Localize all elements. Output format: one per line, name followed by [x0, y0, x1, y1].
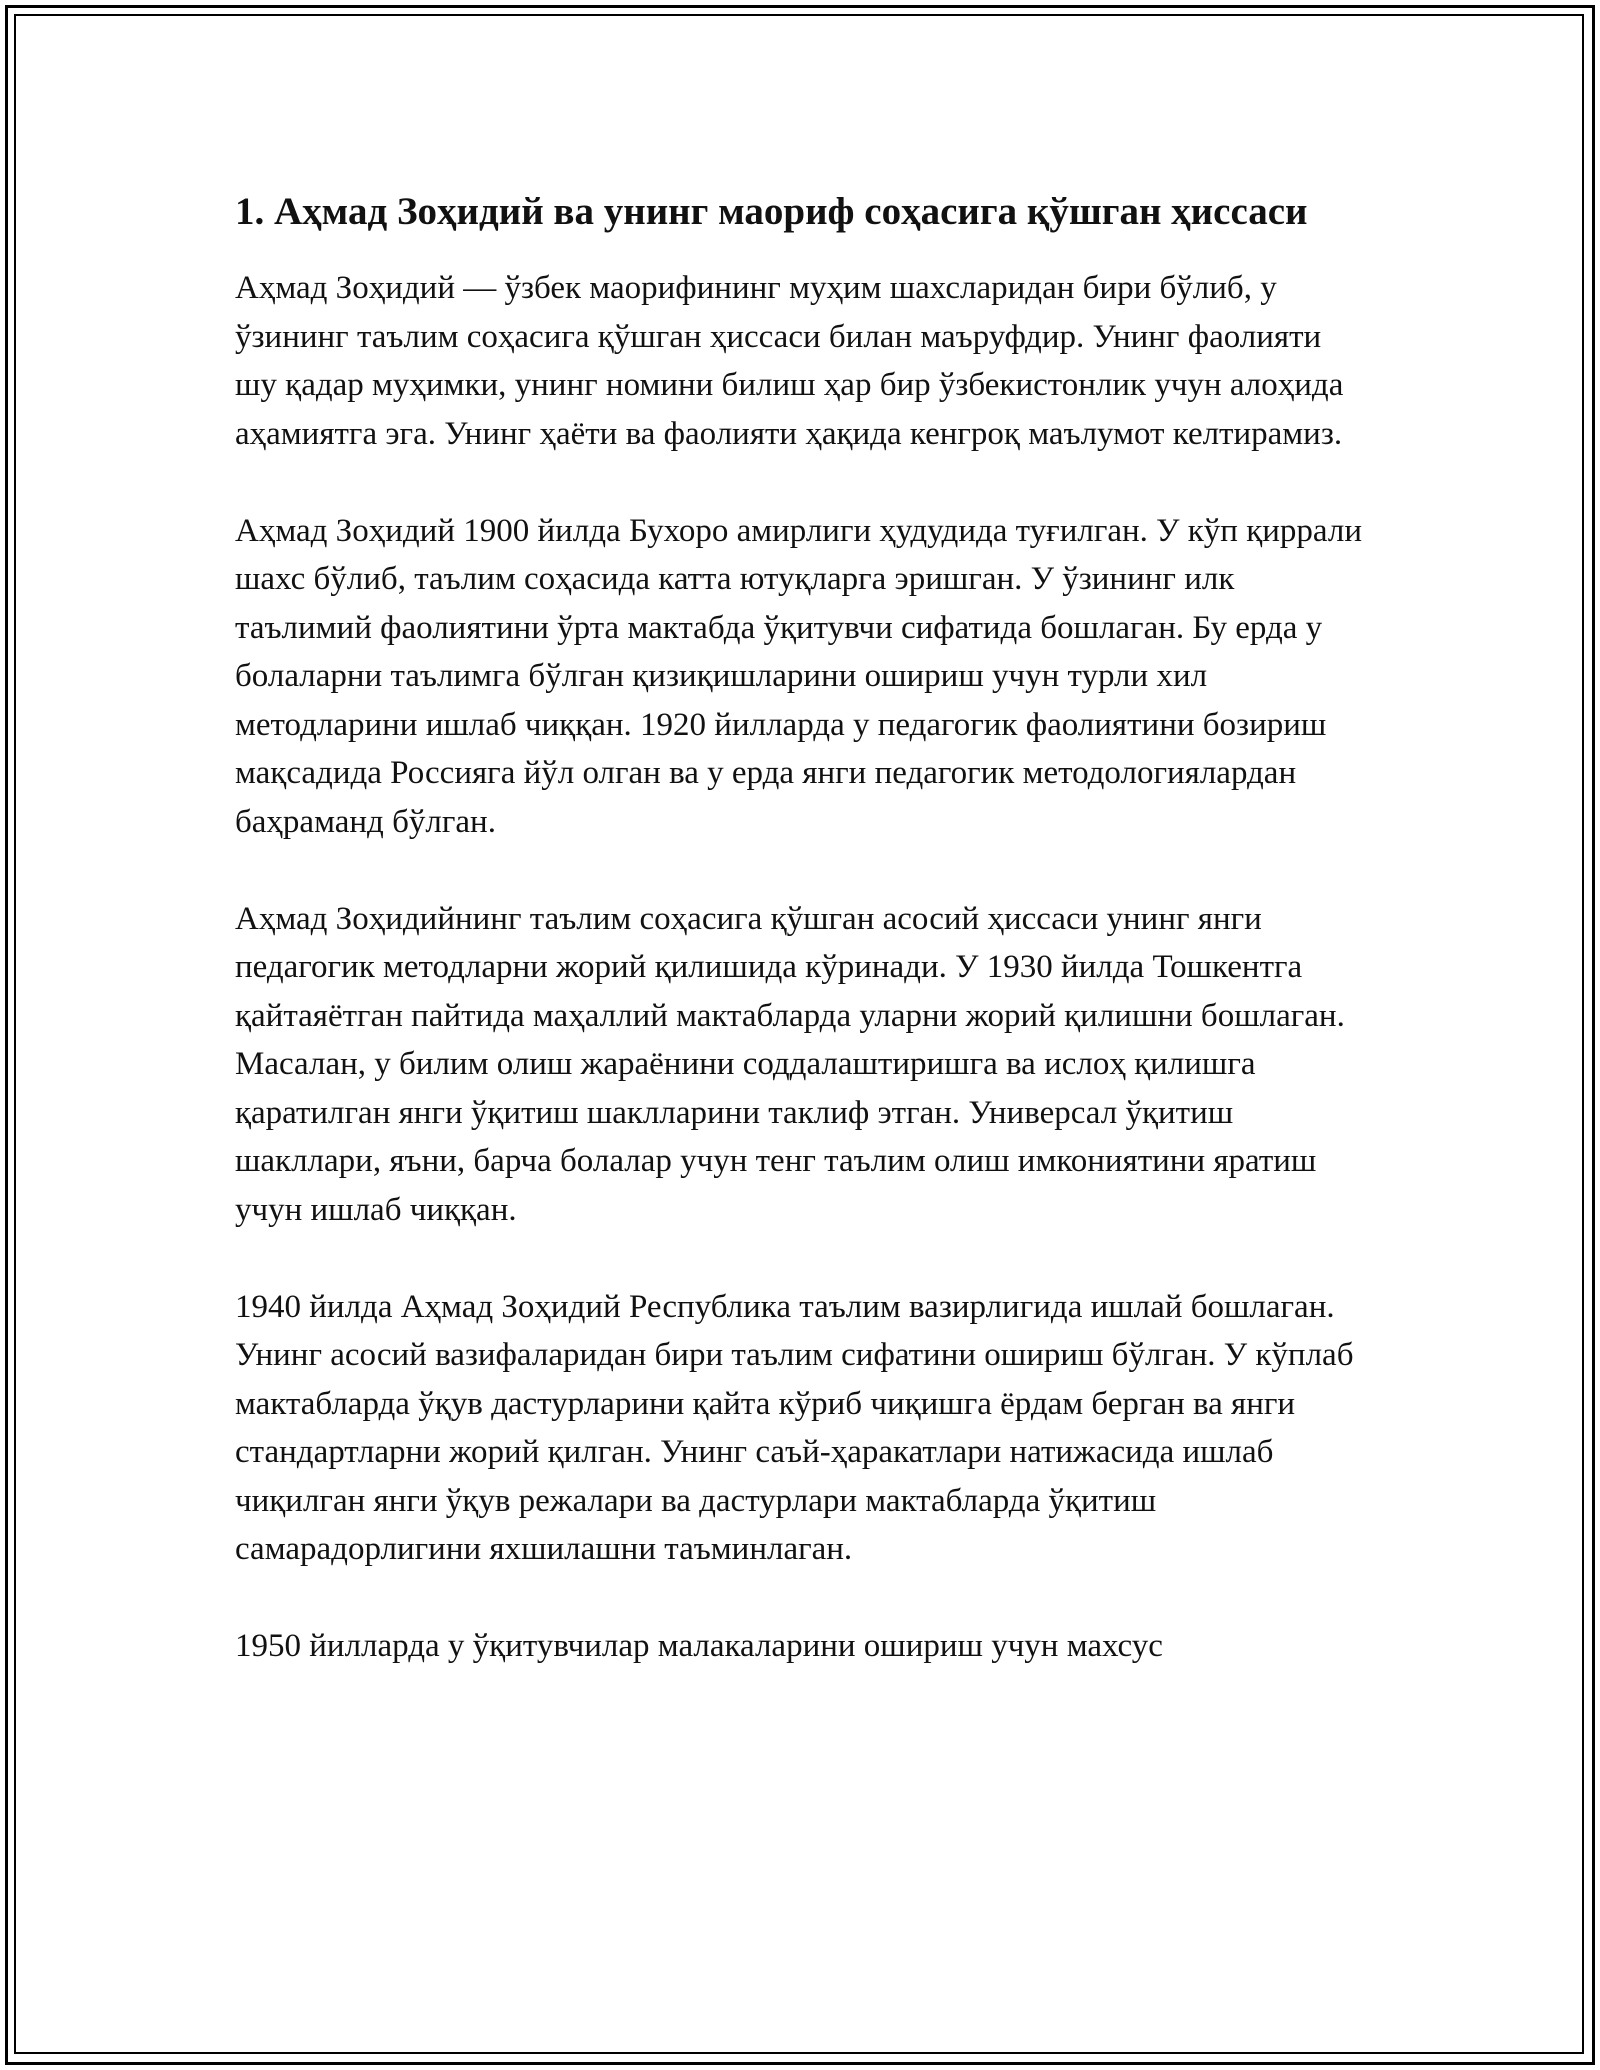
document-page — [235, 185, 1365, 1719]
paragraph: Аҳмад Зоҳидий 1900 йилда Бухоро амирлиги ҳудудида туғилган. У кўп қиррали шахс бўлиб, таълим соҳасида катта ютуқларга эришган. У ўзининг илк таълимий фаолиятини ўрта мактабда ўқитувчи сифатида бошлаган. Бу ерда у болаларни таълимга бўлган қизиқишларини ошириш учун турли хил методларини ишлаб чиққан. 1920 йилларда у педагогик фаолиятини бозириш мақсадида Россияга йўл олган ва у ерда янги педагогик методологиялардан баҳраманд бўлган. — [235, 512, 1362, 840]
document-title: 1. Аҳмад Зоҳидий ва унинг маориф соҳасига қўшган ҳиссаси — [235, 190, 1308, 233]
paragraph: 1950 йилларда у ўқитувчилар малакаларини ошириш учун махсус — [235, 1628, 1163, 1664]
paragraph: 1940 йилда Аҳмад Зоҳидий Республика таълим вазирлигида ишлай бошлаган. Унинг асосий вазифаларидан бири таълим сифатини ошириш бўлган. У кўплаб мактабларда ўқув дастурларини қайта кўриб чиқишга ёрдам берган ва янги стандартларни жорий қилган. Унинг саъй-ҳаракатлари натижасида ишлаб чиқилган янги ўқув режалари ва дастурлари мактабларда ўқитиш самарадорлигини яхшилашни таъминлаган. — [235, 1288, 1354, 1567]
paragraph: Аҳмад Зоҳидий — ўзбек маорифининг муҳим шахсларидан бири бўлиб, у ўзининг таълим соҳасига қўшган ҳиссаси билан маъруфдир. Унинг фаолияти шу қадар муҳимки, унинг номини билиш ҳар бир ўзбекистонлик учун алоҳида аҳамиятга эга. Унинг ҳаёти ва фаолияти ҳақида кенгроқ маълумот келтирамиз. — [235, 270, 1344, 452]
paragraph: Аҳмад Зоҳидийнинг таълим соҳасига қўшган асосий ҳиссаси унинг янги педагогик методларни жорий қилишида кўринади. У 1930 йилда Тошкентга қайтаяётган пайтида маҳаллий мактабларда уларни жорий қилишни бошлаган. Масалан, у билим олиш жараёнини соддалаштиришга ва ислоҳ қилишга қаратилган янги ўқитиш шаклларини таклиф этган. Универсал ўқитиш шакллари, яъни, барча болалар учун тенг таълим олиш имкониятини яратиш учун ишлаб чиққан. — [235, 900, 1345, 1228]
